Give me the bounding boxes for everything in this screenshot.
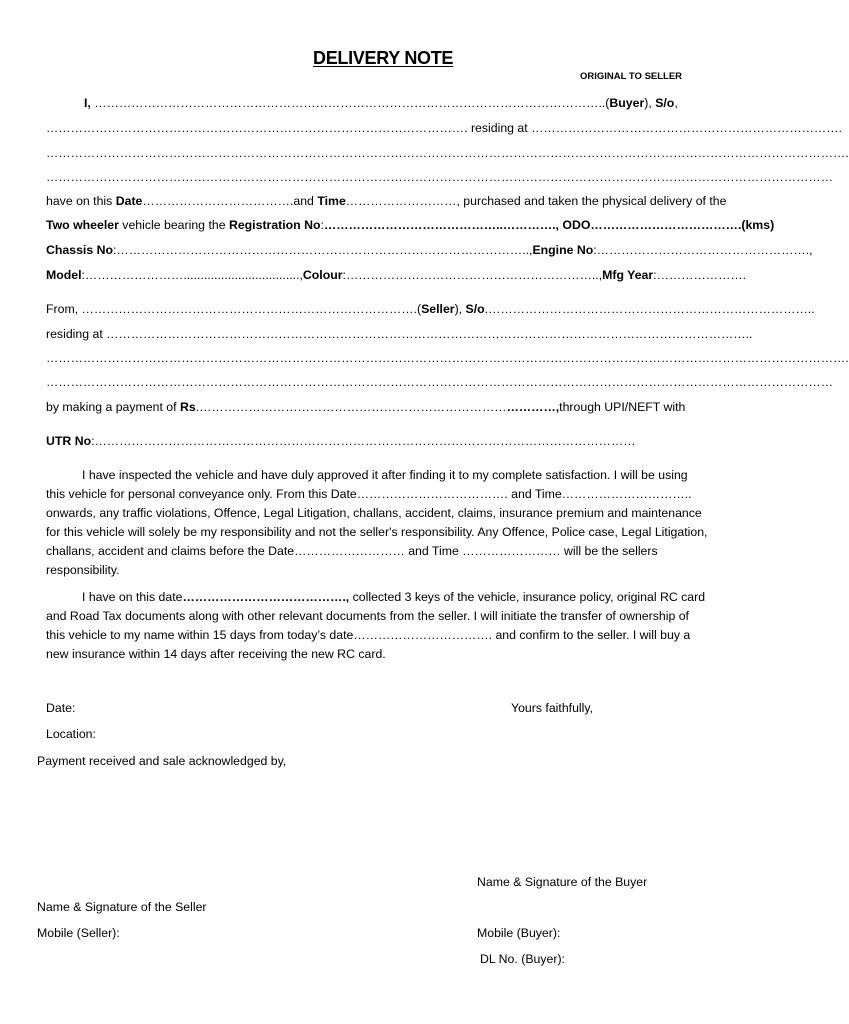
buyer-so-label: S/o (655, 96, 675, 110)
buyer-father-blank: …………………………………………………………………………………………. (46, 121, 471, 135)
buyer-comma: , (674, 96, 678, 110)
utr-line (46, 435, 636, 447)
colour-blank: :…………………………………………………….., (342, 268, 603, 282)
chassis-engine-line (46, 244, 813, 256)
from-label: From, (46, 302, 82, 316)
buyer-line-1-pre: I, (84, 96, 91, 110)
yours-faithfully: Yours faithfully, (511, 701, 594, 715)
seller-address-blank-1: residing at ………………………………………………………………………………………………………………………………………….. (46, 327, 753, 341)
buyer-close: ), (644, 96, 656, 110)
model-blank: :…………………….................................., (81, 268, 303, 282)
seller-line-1 (46, 303, 815, 315)
buyer-dl-label: DL No. (Buyer): (480, 952, 565, 966)
collection-post: collected 3 keys of the vehicle, insurance policy, original RC card and Road Tax documents along with other relevant documents from the seller. I will initiate the transfer of ownership of this vehicle to my name within 15 days from today’s date……………………………. and confirm to the seller. I will buy a new insurance within 14 days after receiving the new RC card. (46, 590, 706, 661)
seller-address-blank-3: ………………………………………………………………………………………………………………………………………………………………………… (46, 375, 833, 389)
date-label: Date (115, 194, 143, 208)
buyer-name-blank: …………………………………………………………………………………………………………….. (94, 96, 606, 110)
date-blank: ……………………………….and (142, 194, 318, 208)
inspection-paragraph: I have inspected the vehicle and have duly approved it after finding it to my complete satisfaction. I will be using this vehicle for personal conveyance only. From this Date………………………………. and Time………………………….. onwards, any traffic violations, Offence, Legal Litigation, challans, accident, claims, insurance premium and maintenance for this vehicle will solely be my responsibility and not the seller's responsibility. Any Offence, Police case, Legal Litigation, challans, accident and claims before the Date……………………… and Time …………………… will be the sellers responsibility. (46, 468, 708, 577)
amount-blank: .………………………………………………………………… (195, 400, 507, 414)
amount-blank-bold: …………, (506, 400, 560, 414)
odo-blank: ………………………………. (590, 218, 742, 232)
buyer-open: ( (605, 96, 610, 110)
payment-line (46, 401, 685, 413)
vehicle-reg-line (46, 219, 774, 231)
time-label: Time (317, 194, 346, 208)
engine-label: Engine No (532, 243, 594, 257)
vehicle-mid: vehicle bearing the (118, 218, 229, 232)
payment-post: through UPI/NEFT with (559, 400, 686, 414)
rs-label: Rs (179, 400, 196, 414)
odo-label: ODO (562, 218, 591, 232)
buyer-label: Buyer (609, 96, 645, 110)
colour-label: Colour (302, 268, 343, 282)
delivery-pre: have on this (46, 194, 116, 208)
reg-colon: : (320, 218, 324, 232)
buyer-line-1 (84, 97, 678, 109)
seller-address-blank-2: ……………………………………………………………………………………………………………………………………………………………………………. (46, 351, 849, 365)
collection-date-blank: …………………………………., (182, 590, 350, 604)
chassis-blank: :……………………………………………………………………………………….., (112, 243, 533, 257)
mfg-year-blank: :…………………. (653, 268, 747, 282)
copy-label: ORIGINAL TO SELLER (580, 71, 683, 82)
chassis-label: Chassis No (46, 243, 113, 257)
collection-paragraph (46, 588, 710, 664)
seller-open: ( (416, 302, 422, 316)
seller-close: ), (454, 302, 466, 316)
two-wheeler-label: Two wheeler (46, 218, 119, 232)
utr-label: UTR No (46, 434, 92, 448)
engine-blank: :……………………………………………., (593, 243, 813, 257)
seller-so-label: S/o (465, 302, 485, 316)
registration-label: Registration No (228, 218, 321, 232)
delivery-date-line (46, 195, 726, 207)
buyer-line-2 (46, 122, 842, 134)
utr-blank: :…………………………………………………………………………………………………………………… (91, 434, 636, 448)
payment-acknowledgement: Payment received and sale acknowledged by, (37, 754, 287, 768)
seller-label: Seller (421, 302, 455, 316)
footer-date-label: Date: (46, 701, 76, 715)
buyer-mobile-label: Mobile (Buyer): (477, 926, 561, 940)
seller-name-blank: ………………………………………………………………………. (81, 302, 417, 316)
seller-signature-label: Name & Signature of the Seller (37, 900, 207, 914)
registration-blank: ……………………………………..…………., (323, 218, 563, 232)
buyer-address-blank-1: …………………………………………………………………. (527, 121, 842, 135)
kms-label: (kms) (741, 218, 775, 232)
collection-pre: I have on this date (82, 590, 183, 604)
buyer-address-blank-3: ………………………………………………………………………………………………………………………………………………………………………… (46, 170, 833, 184)
model-label: Model (46, 268, 82, 282)
time-blank: ………………………, purchased and taken the physical delivery of the (345, 194, 727, 208)
seller-mobile-label: Mobile (Seller): (37, 926, 120, 940)
model-colour-line (46, 269, 746, 281)
payment-pre: by making a payment of (46, 400, 180, 414)
buyer-signature-label: Name & Signature of the Buyer (477, 875, 648, 889)
seller-father-blank: .…………………………………………………………………….. (484, 302, 815, 316)
buyer-address-blank-2: ……………………………………………………………………………………………………………………………………………………………………………. (46, 146, 849, 160)
footer-location-label: Location: (46, 727, 96, 741)
page-title: DELIVERY NOTE (313, 48, 454, 68)
mfg-year-label: Mfg Year (602, 268, 654, 282)
buyer-residing-label: residing at (470, 121, 528, 135)
